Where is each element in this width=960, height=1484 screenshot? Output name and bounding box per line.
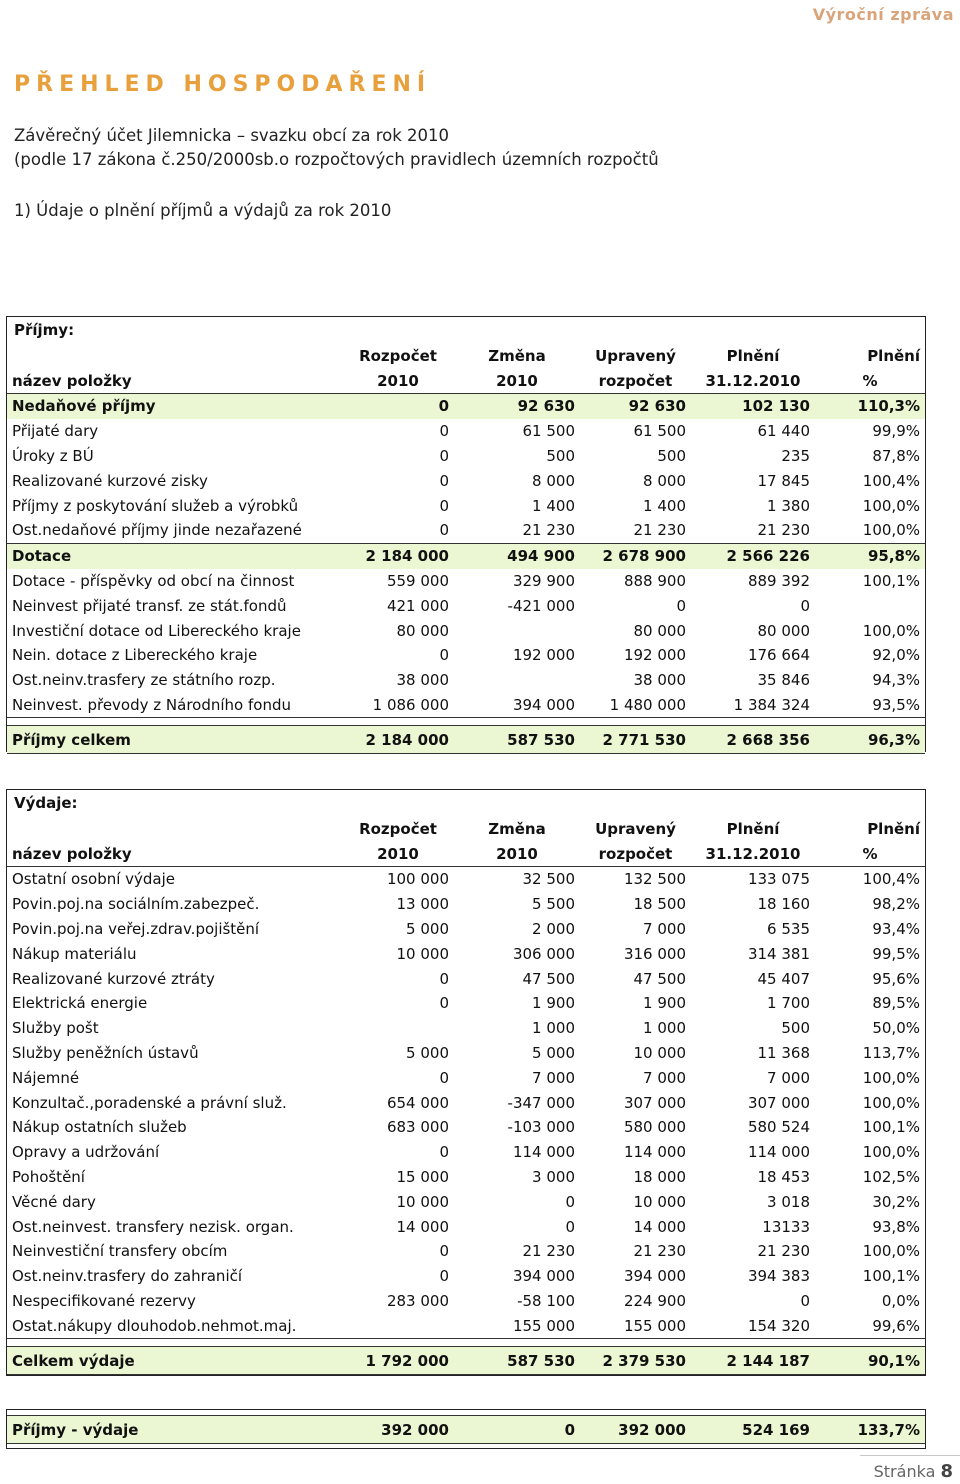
row-value: 5 500: [532, 895, 575, 914]
col-header-c4_bot: 31.12.2010: [691, 368, 815, 394]
row-label: Ostat.nákupy dlouhodob.nehmot.maj.: [7, 1313, 342, 1338]
row-value: 99,5%: [872, 944, 920, 963]
row-value: 1 086 000: [342, 693, 454, 718]
row-value: 21 230: [522, 521, 575, 540]
row-value: 889 392: [747, 571, 810, 590]
row-value: 21 230: [633, 521, 686, 540]
total-value: 587 530: [454, 1347, 580, 1375]
row-label: Ostatní osobní výdaje: [7, 867, 342, 892]
row-value: 5 000: [532, 1043, 575, 1062]
row-value: 1 900: [532, 994, 575, 1013]
row-value: 176 664: [747, 646, 810, 665]
row-value: 10 000: [396, 1192, 449, 1211]
expense-row: [7, 917, 925, 942]
row-value: 306 000: [512, 944, 575, 963]
row-value: 1 000: [643, 1019, 686, 1038]
row-label: Konzultač.,poradenské a právní služ.: [12, 1093, 287, 1112]
col-header-c1_bot: 2010: [342, 368, 454, 394]
row-value: 0: [439, 496, 449, 515]
row-value: 154 320: [691, 1313, 815, 1338]
row-value: 92 630: [454, 394, 580, 419]
expense-row: [7, 1189, 925, 1214]
balance-row: [7, 1416, 925, 1444]
row-value: 1 400: [643, 496, 686, 515]
total-label: Celkem výdaje: [7, 1347, 342, 1375]
col-header-c5_top: Plnění: [867, 819, 920, 838]
row-label: Investiční dotace od Libereckého kraje: [12, 621, 301, 640]
income-row: [7, 543, 925, 568]
income-row: [7, 518, 925, 543]
row-value: 0,0%: [881, 1291, 920, 1310]
row-value: 0: [439, 446, 449, 465]
row-value: 10 000: [633, 1043, 686, 1062]
row-value: 45 407: [757, 969, 810, 988]
row-value: 10 000: [396, 944, 449, 963]
total-value: 2 144 187: [691, 1347, 815, 1375]
intro-line-3: 1) Údaje o plnění příjmů a výdajů za rok 2010: [14, 201, 392, 220]
row-value: 110,3%: [815, 394, 925, 419]
row-value: 132 500: [580, 867, 691, 892]
col-header-c4_top: Plnění: [726, 346, 780, 365]
row-label: Pohoštění: [12, 1167, 85, 1186]
row-value: 1 900: [643, 994, 686, 1013]
page-footer: [874, 1461, 953, 1482]
row-value: 17 845: [757, 471, 810, 490]
row-value: 93,5%: [815, 693, 925, 718]
row-value: 100,1%: [862, 571, 920, 590]
row-value: [815, 593, 925, 618]
row-value: 102,5%: [862, 1167, 920, 1186]
expense-row: [7, 1140, 925, 1165]
row-label: Realizované kurzové ztráty: [12, 969, 215, 988]
row-label: Služby peněžních ústavů: [12, 1043, 199, 1062]
row-value: 2 184 000: [342, 543, 454, 568]
footer-rule: [860, 1455, 960, 1456]
row-value: 0: [439, 521, 449, 540]
row-value: [454, 618, 580, 643]
row-value: 0: [439, 994, 449, 1013]
row-value: 3 000: [532, 1167, 575, 1186]
total-value: 392 000: [342, 1416, 454, 1444]
row-value: 18 000: [633, 1167, 686, 1186]
total-value: 2 184 000: [342, 726, 454, 754]
expense-row: [7, 892, 925, 917]
row-label: Nákup ostatních služeb: [12, 1118, 187, 1137]
row-label: Úroky z BÚ: [12, 446, 94, 465]
expense-row: [7, 941, 925, 966]
row-value: 7 000: [643, 919, 686, 938]
row-value: 654 000: [386, 1093, 449, 1112]
col-header-c1_top: Rozpočet: [359, 346, 437, 365]
row-value: 14 000: [396, 1217, 449, 1236]
total-value: 392 000: [580, 1416, 691, 1444]
row-value: 0: [439, 422, 449, 441]
row-value: 99,9%: [872, 422, 920, 441]
income-row: [7, 394, 925, 419]
col-header-c1_top: Rozpočet: [359, 819, 437, 838]
row-value: 94,3%: [872, 671, 920, 690]
total-value: 133,7%: [815, 1416, 925, 1444]
row-value: 580 000: [623, 1118, 686, 1137]
row-value: [342, 1313, 454, 1338]
row-value: 316 000: [623, 944, 686, 963]
row-value: 100,0%: [862, 496, 920, 515]
expense-row: [7, 1313, 925, 1338]
header-row-bottom: [7, 368, 925, 394]
row-value: 114 000: [623, 1143, 686, 1162]
row-value: 3 018: [767, 1192, 810, 1211]
row-value: 61 500: [522, 422, 575, 441]
row-label: Služby pošt: [12, 1019, 99, 1038]
row-value: 559 000: [386, 571, 449, 590]
row-value: 13 000: [396, 895, 449, 914]
row-value: 1 000: [532, 1019, 575, 1038]
col-header-c2_top: Změna: [488, 346, 546, 365]
row-value: 0: [439, 1068, 449, 1087]
row-value: 21 230: [757, 1242, 810, 1261]
row-value: 100,0%: [862, 1143, 920, 1162]
row-value: 114 000: [512, 1143, 575, 1162]
col-header-c5_bot: %: [815, 368, 925, 394]
row-value: 92,0%: [872, 646, 920, 665]
total-value: 90,1%: [815, 1347, 925, 1375]
row-value: 5 000: [406, 1043, 449, 1062]
row-value: 100,0%: [862, 521, 920, 540]
income-row: [7, 643, 925, 668]
row-value: 0: [439, 1267, 449, 1286]
income-row: [7, 593, 925, 618]
row-value: 30,2%: [872, 1192, 920, 1211]
row-value: 500: [781, 1019, 810, 1038]
row-label: Příjmy z poskytování služeb a výrobků: [12, 496, 299, 515]
row-value: 10 000: [633, 1192, 686, 1211]
intro-line-1: Závěrečný účet Jilemnicka – svazku obcí za rok 2010: [14, 126, 450, 145]
header-row-top: [7, 816, 925, 841]
income-row: [7, 468, 925, 493]
col-header-c4_bot: 31.12.2010: [691, 841, 815, 867]
col-header-c5_bot: %: [815, 841, 925, 867]
row-value: 580 524: [747, 1118, 810, 1137]
row-value: 192 000: [512, 646, 575, 665]
row-label: Neinvest. převody z Národního fondu: [7, 693, 342, 718]
col-header-c5_top: Plnění: [867, 346, 920, 365]
row-value: 80 000: [757, 621, 810, 640]
row-value: 0: [342, 394, 454, 419]
row-value: 0: [800, 1291, 810, 1310]
row-value: 494 900: [454, 543, 580, 568]
row-value: 133 075: [691, 867, 815, 892]
row-value: 6 535: [767, 919, 810, 938]
row-label: Opravy a udržování: [12, 1143, 160, 1162]
row-value: 100,4%: [815, 867, 925, 892]
row-value: 114 000: [747, 1143, 810, 1162]
row-value: 18 453: [757, 1167, 810, 1186]
row-value: 14 000: [633, 1217, 686, 1236]
row-value: 100,0%: [862, 1242, 920, 1261]
expense-row: [7, 1165, 925, 1190]
col-header-c2_bot: 2010: [454, 368, 580, 394]
row-value: 61 500: [633, 422, 686, 441]
row-value: 0: [565, 1217, 575, 1236]
row-value: 102 130: [691, 394, 815, 419]
row-label: Nedaňové příjmy: [7, 394, 342, 419]
expense-row: [7, 867, 925, 892]
row-label: Nákup materiálu: [12, 944, 137, 963]
row-value: 21 230: [522, 1242, 575, 1261]
row-value: 0: [676, 596, 686, 615]
col-header-c2_top: Změna: [488, 819, 546, 838]
income-row: [7, 569, 925, 594]
expense-row: [7, 1016, 925, 1041]
col-header-c3_top: Upravený: [595, 346, 676, 365]
intro-line-2: (podle 17 zákona č.250/2000sb.o rozpočtových pravidlech územních rozpočtů: [14, 150, 659, 169]
row-value: 61 440: [757, 422, 810, 441]
total-value: 524 169: [691, 1416, 815, 1444]
income-row: [7, 668, 925, 693]
col-header-name: název položky: [7, 368, 342, 394]
row-value: -58 100: [517, 1291, 575, 1310]
row-value: 100,4%: [862, 471, 920, 490]
expense-row: [7, 1264, 925, 1289]
header-row-top: [7, 343, 925, 368]
row-value: 8 000: [532, 471, 575, 490]
total-value: 2 771 530: [580, 726, 691, 754]
row-value: 5 000: [406, 919, 449, 938]
row-value: 7 000: [767, 1068, 810, 1087]
row-value: -103 000: [507, 1118, 575, 1137]
row-value: 87,8%: [872, 446, 920, 465]
row-value: -421 000: [507, 596, 575, 615]
row-value: 394 383: [747, 1267, 810, 1286]
col-header-blank: [7, 343, 342, 368]
row-value: 100 000: [342, 867, 454, 892]
spacer-row: [7, 718, 925, 726]
row-label: Realizované kurzové zisky: [12, 471, 208, 490]
row-value: 0: [565, 1192, 575, 1211]
row-value: 307 000: [623, 1093, 686, 1112]
expenses-table: [7, 816, 925, 1375]
row-label: Povin.poj.na sociálním.zabezpeč.: [12, 895, 260, 914]
row-value: 683 000: [386, 1118, 449, 1137]
row-value: 13133: [762, 1217, 810, 1236]
row-value: 93,4%: [872, 919, 920, 938]
col-header-c3_bot: rozpočet: [580, 841, 691, 867]
expense-row: [7, 1041, 925, 1066]
row-value: 283 000: [386, 1291, 449, 1310]
row-value: 235: [781, 446, 810, 465]
row-value: 2 678 900: [580, 543, 691, 568]
row-value: 100,0%: [862, 1068, 920, 1087]
row-value: 1 384 324: [691, 693, 815, 718]
col-header-c1_bot: 2010: [342, 841, 454, 867]
row-value: 80 000: [633, 621, 686, 640]
row-value: 1 400: [532, 496, 575, 515]
row-value: 0: [439, 1242, 449, 1261]
income-table: [7, 343, 925, 754]
expense-row: [7, 991, 925, 1016]
col-header-name: název položky: [7, 841, 342, 867]
row-value: 0: [439, 646, 449, 665]
row-value: 11 368: [757, 1043, 810, 1062]
row-value: 888 900: [623, 571, 686, 590]
expense-row: [7, 1214, 925, 1239]
row-value: 307 000: [747, 1093, 810, 1112]
expenses-label: Výdaje:: [14, 794, 78, 812]
income-total-row: [7, 726, 925, 754]
col-header-blank: [7, 816, 342, 841]
row-label: Neinvest přijaté transf. ze stát.fondů: [12, 596, 287, 615]
expense-row: [7, 1115, 925, 1140]
document-header-title: Výroční zpráva: [812, 5, 954, 24]
total-value: 0: [454, 1416, 580, 1444]
row-label: Nein. dotace z Libereckého kraje: [12, 646, 258, 665]
row-label: Věcné dary: [12, 1192, 96, 1211]
row-value: 93,8%: [872, 1217, 920, 1236]
row-label: Povin.poj.na veřej.zdrav.pojištění: [12, 919, 260, 938]
expense-row: [7, 966, 925, 991]
expenses-total-row: [7, 1347, 925, 1375]
row-value: 0: [800, 596, 810, 615]
row-value: 35 846: [757, 671, 810, 690]
row-value: 100,1%: [862, 1118, 920, 1137]
row-value: 95,6%: [872, 969, 920, 988]
row-value: 2 000: [532, 919, 575, 938]
row-value: 38 000: [396, 671, 449, 690]
row-label: Dotace: [7, 543, 342, 568]
row-value: 329 900: [512, 571, 575, 590]
col-header-c2_bot: 2010: [454, 841, 580, 867]
row-value: 1 700: [767, 994, 810, 1013]
total-value: 587 530: [454, 726, 580, 754]
total-value: 2 379 530: [580, 1347, 691, 1375]
row-value: 95,8%: [815, 543, 925, 568]
row-value: 394 000: [623, 1267, 686, 1286]
income-row: [7, 693, 925, 718]
row-value: 89,5%: [872, 994, 920, 1013]
expense-row: [7, 1239, 925, 1264]
section-title: PŘEHLED HOSPODAŘENÍ: [14, 72, 432, 97]
row-label: Ost.neinv.trasfery ze státního rozp.: [12, 671, 276, 690]
row-value: 38 000: [633, 671, 686, 690]
row-value: 21 230: [633, 1242, 686, 1261]
row-value: 47 500: [633, 969, 686, 988]
row-value: 2 566 226: [691, 543, 815, 568]
row-value: 7 000: [532, 1068, 575, 1087]
row-value: 500: [657, 446, 686, 465]
row-value: -347 000: [507, 1093, 575, 1112]
row-value: 47 500: [522, 969, 575, 988]
row-label: Nespecifikované rezervy: [12, 1291, 196, 1310]
row-value: 192 000: [623, 646, 686, 665]
spacer-cell: [7, 718, 925, 726]
row-value: 50,0%: [872, 1019, 920, 1038]
row-value: 1 480 000: [580, 693, 691, 718]
row-value: 21 230: [757, 521, 810, 540]
row-value: 0: [439, 471, 449, 490]
row-value: 18 160: [757, 895, 810, 914]
row-value: 224 900: [623, 1291, 686, 1310]
expense-row: [7, 1090, 925, 1115]
row-value: 100,0%: [862, 1093, 920, 1112]
footer-label: Stránka: [873, 1462, 936, 1481]
row-value: 0: [439, 969, 449, 988]
row-label: Neinvestiční transfery obcím: [12, 1242, 228, 1261]
row-value: [342, 1016, 454, 1041]
row-value: 155 000: [580, 1313, 691, 1338]
row-value: 394 000: [454, 693, 580, 718]
col-header-c3_top: Upravený: [595, 819, 676, 838]
row-value: 8 000: [643, 471, 686, 490]
row-value: 421 000: [386, 596, 449, 615]
row-label: Elektrická energie: [12, 994, 148, 1013]
row-value: 99,6%: [815, 1313, 925, 1338]
spacer-cell: [7, 1339, 925, 1347]
row-value: 113,7%: [862, 1043, 920, 1062]
row-value: [454, 668, 580, 693]
row-value: 7 000: [643, 1068, 686, 1087]
row-value: 80 000: [396, 621, 449, 640]
expense-row: [7, 1065, 925, 1090]
income-row: [7, 419, 925, 444]
spacer-row: [7, 1339, 925, 1347]
col-header-c4_top: Plnění: [726, 819, 780, 838]
row-value: 100,0%: [862, 621, 920, 640]
income-row: [7, 444, 925, 469]
expense-row: [7, 1289, 925, 1314]
col-header-c3_bot: rozpočet: [580, 368, 691, 394]
total-value: 2 668 356: [691, 726, 815, 754]
row-value: 0: [439, 1143, 449, 1162]
total-value: 96,3%: [815, 726, 925, 754]
row-value: 32 500: [454, 867, 580, 892]
row-label: Nájemné: [12, 1068, 80, 1087]
row-value: 1 380: [767, 496, 810, 515]
row-label: Dotace - příspěvky od obcí na činnost: [12, 571, 295, 590]
header-row-bottom: [7, 841, 925, 867]
row-value: 155 000: [454, 1313, 580, 1338]
total-value: 1 792 000: [342, 1347, 454, 1375]
row-value: 98,2%: [872, 895, 920, 914]
income-row: [7, 618, 925, 643]
row-value: 92 630: [580, 394, 691, 419]
row-value: 314 381: [747, 944, 810, 963]
row-value: 100,1%: [862, 1267, 920, 1286]
row-value: 15 000: [396, 1167, 449, 1186]
row-label: Přijaté dary: [12, 422, 99, 441]
page-number: 8: [940, 1461, 953, 1482]
total-label: Příjmy - výdaje: [7, 1416, 342, 1444]
row-value: 18 500: [633, 895, 686, 914]
total-label: Příjmy celkem: [7, 726, 342, 754]
row-label: Ost.neinv.trasfery do zahraničí: [12, 1267, 243, 1286]
income-label: Příjmy:: [14, 321, 75, 339]
row-label: Ost.neinvest. transfery nezisk. organ.: [12, 1217, 294, 1236]
row-value: 500: [546, 446, 575, 465]
income-row: [7, 493, 925, 518]
balance-table: [7, 1415, 925, 1444]
row-value: 394 000: [512, 1267, 575, 1286]
row-label: Ost.nedaňové příjmy jinde nezařazené: [12, 521, 302, 540]
